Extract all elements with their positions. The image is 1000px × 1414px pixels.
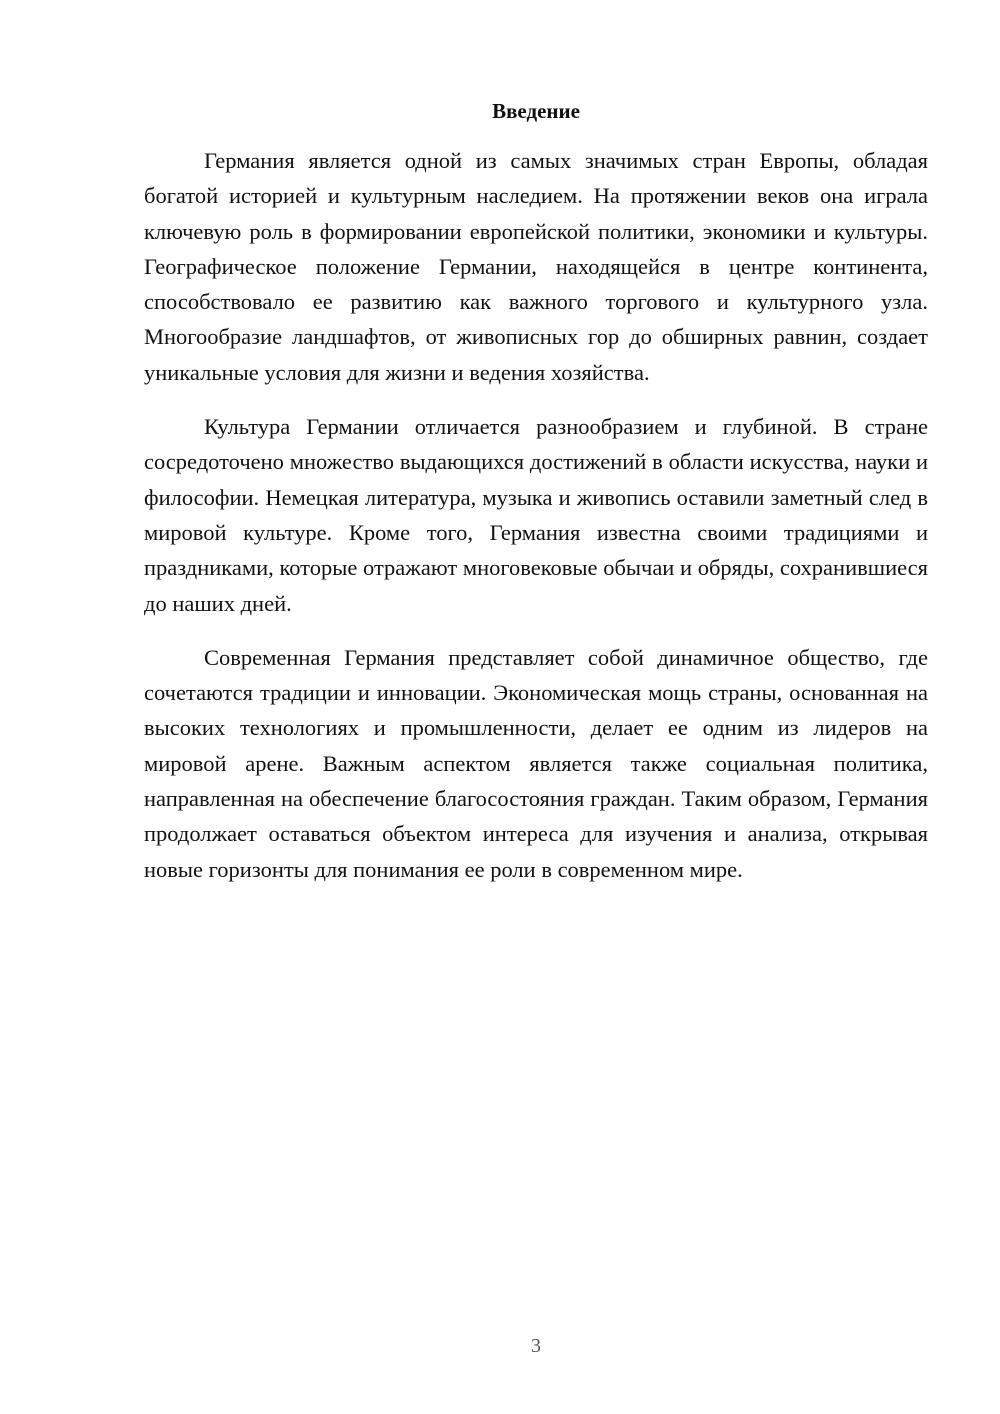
page-number: 3 <box>531 1335 541 1357</box>
section-heading: Введение <box>492 99 580 123</box>
paragraph: Культура Германии отличается разнообразием и глубиной. В стране сосредоточено множество выдающихся достижений в области искусства, науки и философии. Немецкая литература, музыка и живопись оставили заметный след в мировой культуре. Кроме того, Германия известна своими традициями и праздниками, которые отражают многовековые обычаи и обряды, сохранившиеся до наших дней. <box>144 414 928 616</box>
paragraph: Германия является одной из самых значимых стран Европы, обладая богатой историей и культурным наследием. На протяжении веков она играла ключевую роль в формировании европейской политики, экономики и культуры. Географическое положение Германии, находящейся в центре континента, способствовало ее развитию как важного торгового и культурного узла. Многообразие ландшафтов, от живописных гор до обширных равнин, создает уникальные условия для жизни и ведения хозяйства. <box>144 148 928 385</box>
body-text <box>144 143 928 906</box>
paragraph: Современная Германия представляет собой динамичное общество, где сочетаются традиции и инновации. Экономическая мощь страны, основанная на высоких технологиях и промышленности, делает ее одним из лидеров на мировой арене. Важным аспектом является также социальная политика, направленная на обеспечение благосостояния граждан. Таким образом, Германия продолжает оставаться объектом интереса для изучения и анализа, открывая новые горизонты для понимания ее роли в современном мире. <box>144 644 928 882</box>
